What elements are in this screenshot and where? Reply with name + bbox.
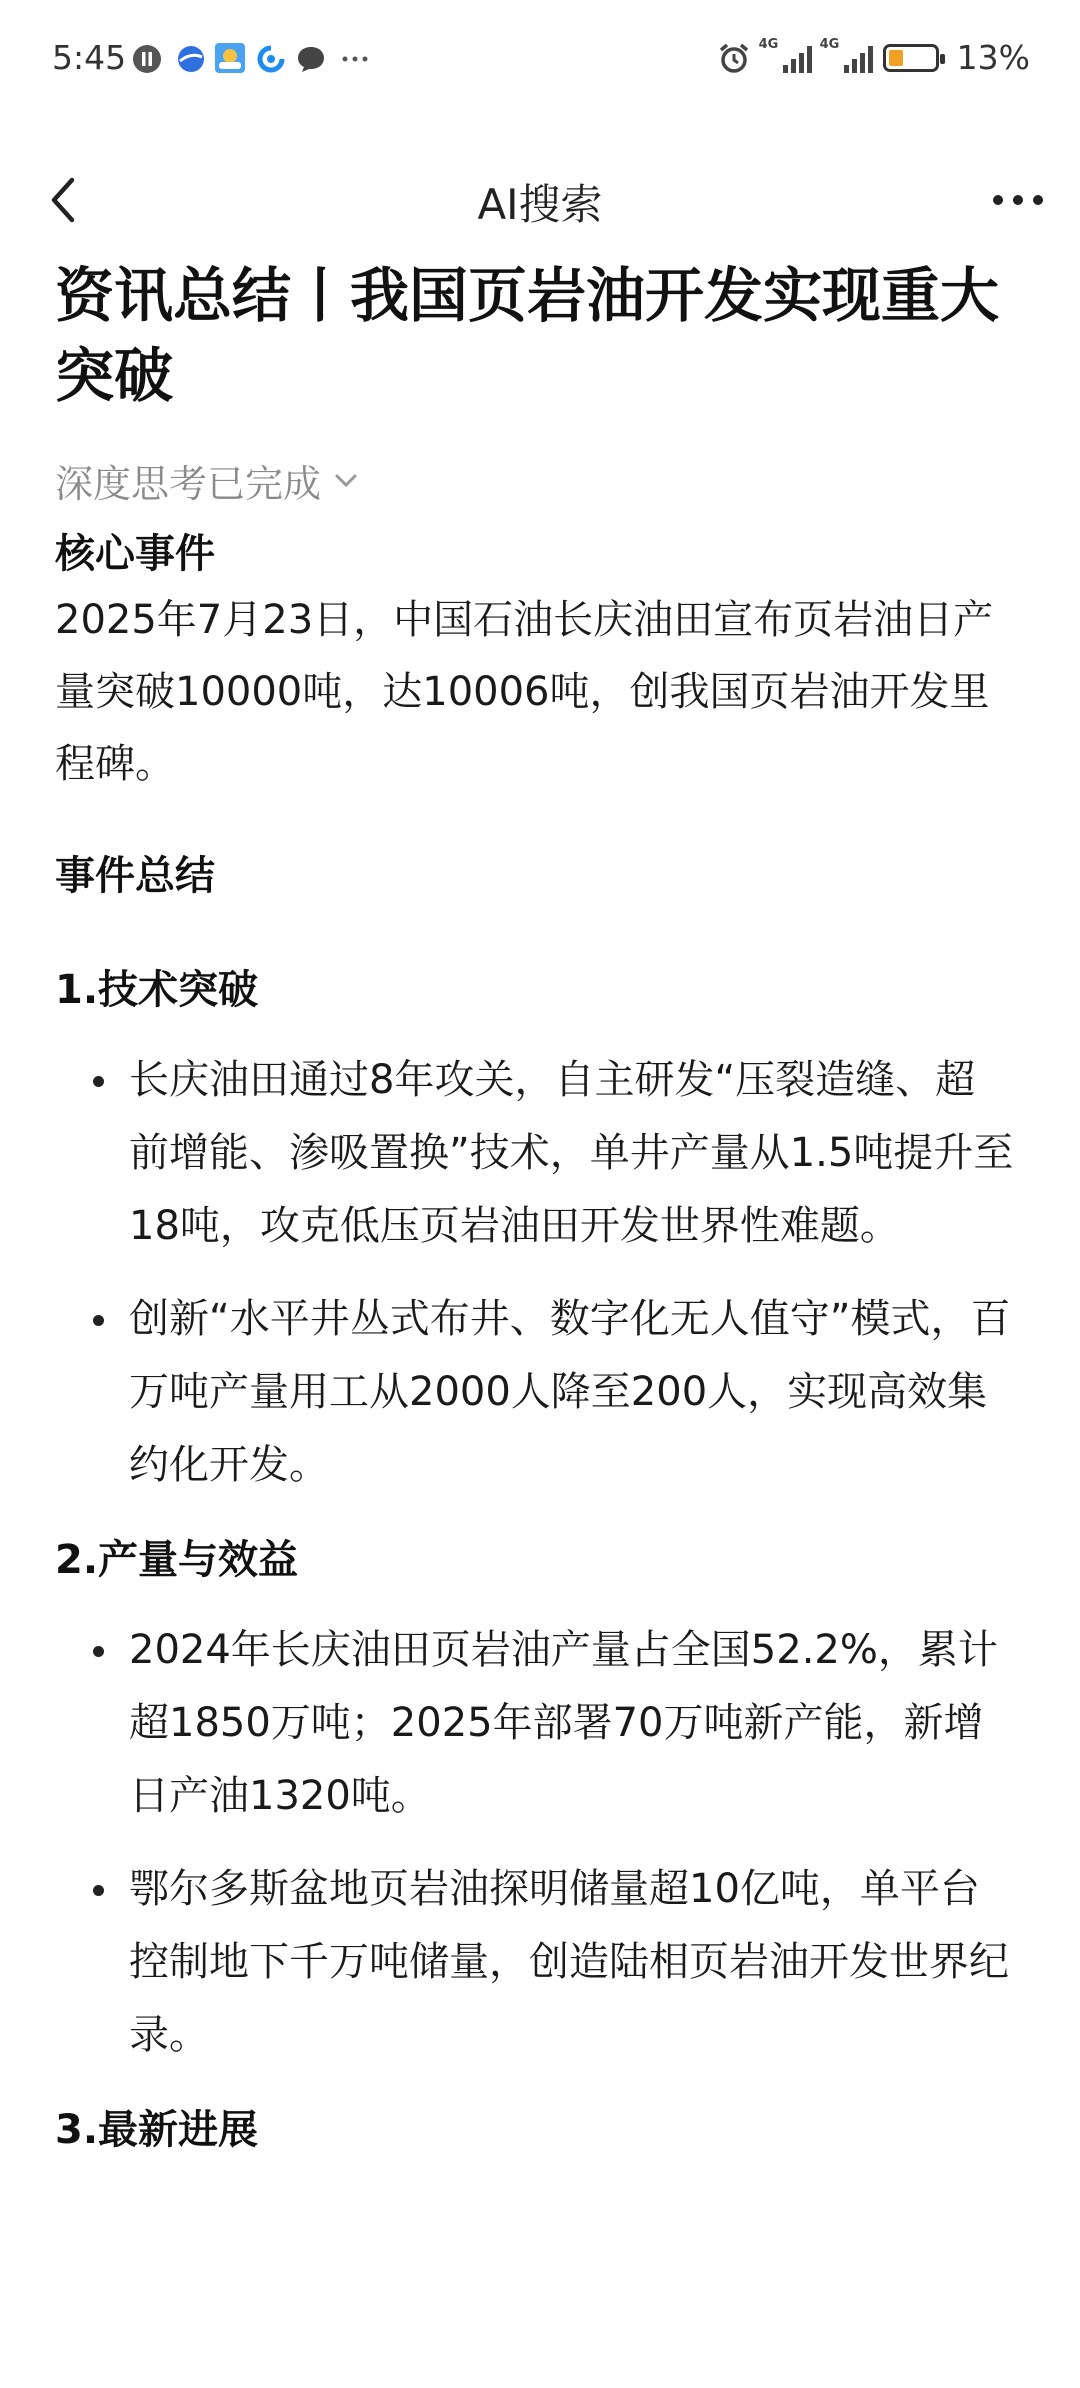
core-event-heading: 核心事件 — [55, 531, 215, 577]
cell-signal-icon — [758, 36, 812, 73]
summary-heading: 事件总结 — [55, 853, 215, 899]
bullet-list — [55, 1614, 1015, 2072]
bullet-text: 鄂尔多斯盆地页岩油探明储量超10亿吨，单平台控制地下千万吨储量，创造陆相页岩油开发世界纪录。 — [129, 1866, 1009, 2058]
core-event-text: 2025年7月23日，中国石油长庆油田宣布页岩油日产量突破10000吨，达10006吨，创我国页岩油开发里程碑。 — [55, 597, 994, 787]
pause-app-icon — [132, 44, 162, 74]
loop-app-icon — [256, 44, 286, 74]
top-nav-bar — [0, 150, 1080, 250]
bullet-text: 长庆油田通过8年攻关，自主研发“压裂造缝、超前增能、渗吸置换”技术，单井产量从1.5吨提升至18吨，攻克低压页岩油田开发世界性难题。 — [129, 1057, 1014, 1249]
bullet-item — [55, 1044, 1015, 1263]
alarm-icon — [717, 41, 751, 75]
bullet-item — [55, 1614, 1015, 1833]
bullet-list — [55, 1044, 1015, 1502]
bullet-dot — [93, 1885, 104, 1896]
chevron-down-icon — [331, 465, 361, 495]
cell-signal-icon — [819, 36, 873, 73]
photo-app-icon — [214, 42, 246, 74]
more-dots-icon — [340, 44, 370, 74]
bullet-text: 创新“水平井丛式布井、数字化无人值守”模式，百万吨产量用工从2000人降至200人，实现高效集约化开发。 — [129, 1296, 1011, 1488]
deep-thinking-toggle[interactable] — [55, 450, 1015, 510]
bullet-dot — [93, 1076, 104, 1087]
article-content — [55, 256, 1015, 2166]
status-bar — [0, 0, 1080, 118]
bullet-dot — [93, 1646, 104, 1657]
chat-bubble-icon — [296, 44, 326, 74]
nav-title: AI搜索 — [477, 180, 603, 229]
bullet-item — [55, 1283, 1015, 1502]
section-heading: 1.技术突破 — [55, 967, 259, 1013]
section-heading: 3.最新进展 — [55, 2107, 259, 2153]
article-title: 资讯总结丨我国页岩油开发实现重大突破 — [55, 261, 1000, 410]
bullet-text: 2024年长庆油田页岩油产量占全国52.2%，累计超1850万吨；2025年部署70万吨新产能，新增日产油1320吨。 — [129, 1627, 998, 1819]
bullet-item — [55, 1853, 1015, 2072]
bullet-dot — [93, 1315, 104, 1326]
battery-percent: 13% — [956, 38, 1030, 77]
network-type-2: 4G — [819, 36, 840, 52]
browser-app-icon — [176, 44, 206, 74]
more-horizontal-icon[interactable] — [988, 175, 1048, 225]
battery-icon — [883, 44, 939, 72]
status-time: 5:45 — [52, 38, 127, 77]
network-type-1: 4G — [758, 36, 779, 52]
thinking-status-label: 深度思考已完成 — [55, 461, 322, 506]
section-heading: 2.产量与效益 — [55, 1537, 299, 1583]
